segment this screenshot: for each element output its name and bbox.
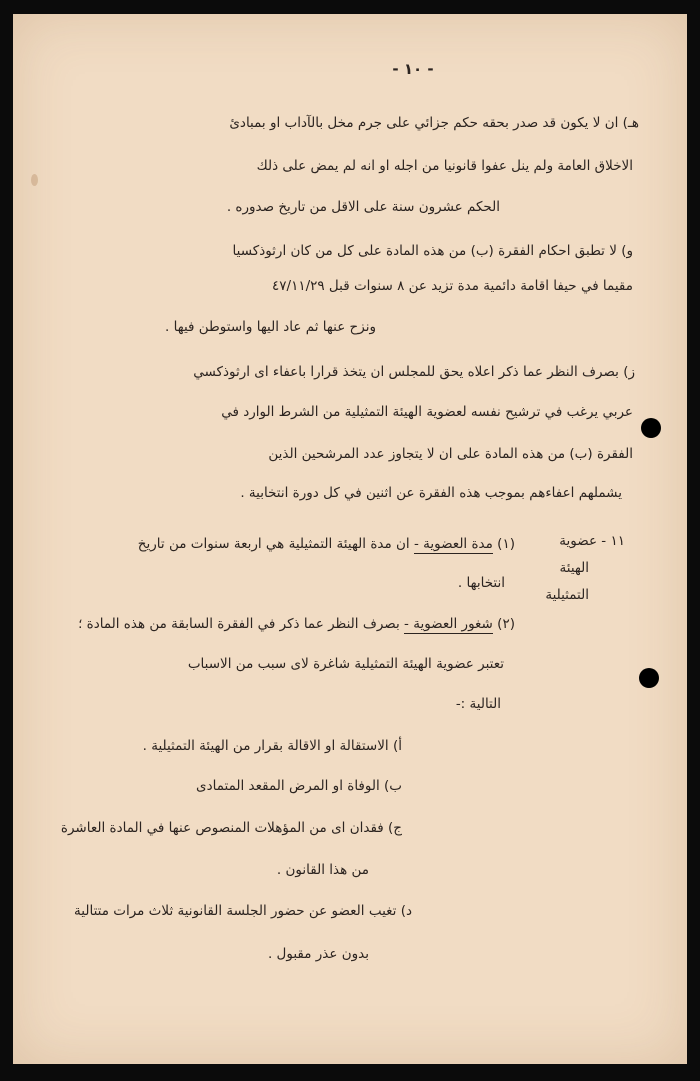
clause-1-heading: مدة العضوية -: [413, 536, 493, 552]
text-line-1: هـ) ان لا يكون قد صدر بحقه حكم جزائي على جرم مخل بالآداب او بمبادئ: [229, 115, 639, 131]
item-d-line-1: د) تغيب العضو عن حضور الجلسة القانونية ثلاث مرات متتالية: [74, 903, 412, 919]
side-heading-line1: - عضوية: [559, 533, 607, 549]
text-line-5: مقيما في حيفا اقامة دائمية مدة تزيد عن ٨ سنوات قبل ٤٧/١١/٢٩: [272, 278, 633, 294]
text-line-4: و) لا تطبق احكام الفقرة (ب) من هذه المادة على كل من كان ارثوذكسيا: [232, 243, 633, 259]
clause-2-text: بصرف النظر عما ذكر في الفقرة السابقة من هذه المادة ؛: [78, 616, 400, 632]
clause-2-prefix: (٢): [497, 616, 515, 632]
side-heading: [559, 528, 625, 555]
text-line-6: ونزح عنها ثم عاد اليها واستوطن فيها .: [165, 319, 376, 335]
text-line-9: الفقرة (ب) من هذه المادة على ان لا يتجاوز عدد المرشحين الذين: [268, 446, 633, 462]
side-heading-line2: الهيئة: [559, 560, 589, 576]
clause-2-heading: شغور العضوية -: [404, 616, 493, 632]
item-b: ب) الوفاة او المرض المقعد المتمادى: [196, 778, 402, 794]
page-number: - ١٠ -: [392, 60, 434, 78]
text-line-8: عربي يرغب في ترشيح نفسه لعضوية الهيئة التمثيلية من الشرط الوارد في: [221, 404, 633, 420]
item-c-line-1: ج) فقدان اى من المؤهلات المنصوص عنها في المادة العاشرة: [60, 820, 402, 836]
text-line-2: الاخلاق العامة ولم ينل عفوا قانونيا من اجله او انه لم يمض على ذلك: [256, 158, 633, 174]
text-line-10: يشملهم اعفاءهم بموجب هذه الفقرة عن اثنين في كل دورة انتخابية .: [240, 485, 622, 501]
clause-1-prefix: (١): [497, 536, 515, 552]
item-d-line-2: بدون عذر مقبول .: [267, 946, 369, 962]
punch-hole-top: [641, 418, 661, 438]
paper-stain: [31, 174, 38, 186]
side-heading-top: [559, 528, 625, 555]
clause-2-line-3: التالية :-: [455, 696, 501, 712]
clause-1-line-2: انتخابها .: [457, 575, 505, 591]
clause-2-line-1: [78, 615, 515, 633]
clause-1-text: ان مدة الهيئة التمثيلية هي اربعة سنوات من تاريخ: [137, 536, 410, 552]
clause-1-line-1: [138, 535, 515, 553]
clause-2-line-2: تعتبر عضوية الهيئة التمثيلية شاغرة لاى سبب من الاسباب: [187, 656, 504, 672]
side-heading-line3: التمثيلية: [545, 587, 589, 603]
side-heading-rest: [545, 555, 589, 609]
item-a: أ) الاستقالة او الاقالة بقرار من الهيئة التمثيلية .: [142, 738, 402, 754]
punch-hole-bottom: [639, 668, 659, 688]
text-line-3: الحكم عشرون سنة على الاقل من تاريخ صدوره .: [226, 199, 500, 215]
text-line-7: ز) بصرف النظر عما ذكر اعلاه يحق للمجلس ان يتخذ قرارا باعفاء اى ارثوذكسي: [193, 364, 635, 380]
item-c-line-2: من هذا القانون .: [276, 862, 369, 878]
side-heading-number: ١١: [610, 533, 625, 549]
document-page: [13, 14, 687, 1064]
